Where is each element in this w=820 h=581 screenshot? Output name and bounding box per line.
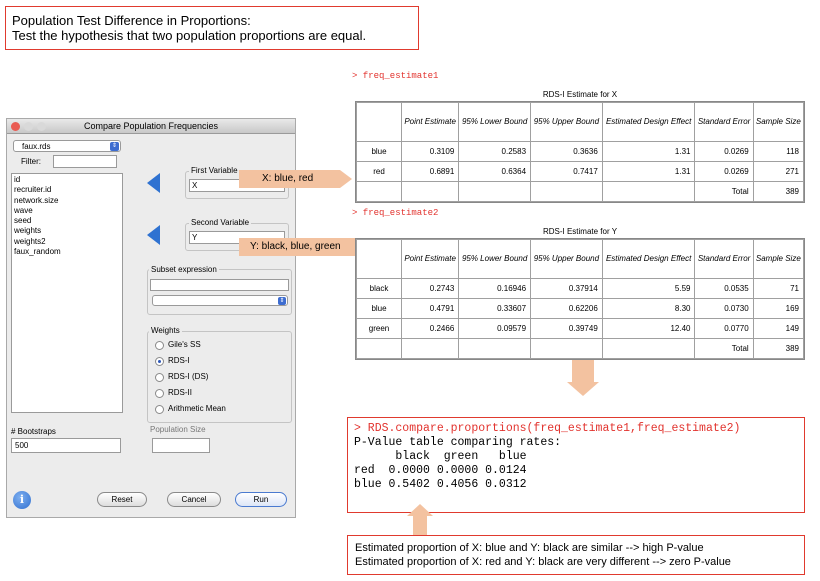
bootstraps-input[interactable]: 500: [11, 438, 121, 453]
description-line-2: Test the hypothesis that two population proportions are equal.: [12, 28, 367, 43]
column-header: Sample Size: [753, 103, 803, 142]
table2: [355, 238, 805, 360]
row-label: green: [357, 319, 402, 339]
table1: [355, 101, 805, 203]
table-cell: [459, 339, 531, 359]
close-window-button[interactable]: [11, 122, 20, 131]
filter-label: Filter:: [21, 157, 41, 166]
cancel-button[interactable]: Cancel: [167, 492, 221, 507]
output-row-red: red 0.0000 0.0000 0.0124: [354, 464, 527, 477]
table-cell: 0.2583: [459, 142, 531, 162]
subset-label: Subset expression: [151, 265, 217, 274]
table-row: [357, 162, 804, 182]
weights-radio-1[interactable]: [155, 357, 164, 366]
population-size-label: Population Size: [150, 425, 206, 434]
table-cell: 0.2743: [402, 279, 459, 299]
table-row: [357, 299, 804, 319]
table-cell: 0.7417: [531, 162, 603, 182]
select-arrows-icon: ⇕: [111, 143, 118, 149]
table-cell: Total: [695, 182, 753, 202]
table-cell: 5.59: [602, 279, 695, 299]
first-variable-input[interactable]: X: [189, 179, 285, 192]
row-label: [357, 182, 402, 202]
output-heading: P-Value table comparing rates:: [354, 436, 562, 449]
table-cell: 0.62206: [531, 299, 603, 319]
table-cell: 0.6364: [459, 162, 531, 182]
variable-list-item[interactable]: seed: [14, 216, 32, 226]
weights-radio-label: Gile's SS: [168, 340, 201, 349]
weights-radio-label: RDS-II: [168, 388, 192, 397]
zoom-window-button[interactable]: [37, 122, 46, 131]
table2-caption: RDS-I Estimate for Y: [542, 227, 618, 236]
column-header: Point Estimate: [402, 103, 459, 142]
move-to-first-variable-arrow-icon[interactable]: [147, 173, 160, 193]
up-arrowhead-icon: [407, 504, 433, 516]
table-header-row: [357, 103, 804, 142]
first-variable-label: First Variable: [191, 166, 238, 175]
table-row: [357, 339, 804, 359]
table-cell: 0.0770: [695, 319, 753, 339]
weights-label: Weights: [151, 326, 180, 335]
row-label: blue: [357, 299, 402, 319]
run-button[interactable]: Run: [235, 492, 287, 507]
second-variable-label: Second Variable: [191, 218, 250, 227]
column-header: 95% Upper Bound: [531, 240, 603, 279]
freq-estimate1-prompt: > freq_estimate1: [352, 71, 439, 81]
table-cell: [459, 182, 531, 202]
weights-radio-label: RDS-I: [168, 356, 190, 365]
table-cell: 0.0535: [695, 279, 753, 299]
table-cell: [402, 182, 459, 202]
weights-radio-3[interactable]: [155, 389, 164, 398]
population-size-input[interactable]: [152, 438, 210, 453]
column-header: Point Estimate: [402, 240, 459, 279]
output-row-blue: blue 0.5402 0.4056 0.0312: [354, 478, 527, 491]
table-cell: 0.6891: [402, 162, 459, 182]
row-label: red: [357, 162, 402, 182]
column-header: Standard Error: [695, 103, 753, 142]
table-cell: 0.09579: [459, 319, 531, 339]
interpretation-note: [347, 535, 805, 575]
note-line-1: Estimated proportion of X: blue and Y: black are similar --> high P-value: [355, 542, 704, 554]
table-cell: [531, 182, 603, 202]
column-header: Standard Error: [695, 240, 753, 279]
variable-list[interactable]: [11, 173, 123, 413]
output-col-header: black green blue: [354, 450, 527, 463]
corner-cell: [357, 240, 402, 279]
dataset-select[interactable]: [13, 140, 121, 152]
table-cell: 0.0269: [695, 142, 753, 162]
up-arrow-body: [413, 516, 427, 535]
column-header: 95% Lower Bound: [459, 103, 531, 142]
note-line-2: Estimated proportion of X: red and Y: black are very different --> zero P-value: [355, 556, 731, 568]
minimize-window-button[interactable]: [24, 122, 33, 131]
subset-input[interactable]: [150, 279, 289, 291]
weights-radio-2[interactable]: [155, 373, 164, 382]
variable-list-item[interactable]: network.size: [14, 195, 59, 205]
table-cell: 71: [753, 279, 803, 299]
filter-input[interactable]: [53, 155, 117, 168]
x-annotation-arrowhead-icon: [340, 170, 352, 188]
table-cell: 0.0730: [695, 299, 753, 319]
table-cell: 389: [753, 339, 803, 359]
weights-radio-4[interactable]: [155, 405, 164, 414]
column-header: Estimated Design Effect: [602, 103, 695, 142]
subset-group: [147, 269, 292, 315]
variable-list-item[interactable]: weights2: [14, 236, 46, 246]
table-cell: 1.31: [602, 142, 695, 162]
variable-list-item[interactable]: recruiter.id: [14, 185, 52, 195]
weights-radio-label: Arithmetic Mean: [168, 404, 226, 413]
column-header: Sample Size: [753, 240, 803, 279]
down-arrow-body: [572, 360, 594, 382]
weights-radio-0[interactable]: [155, 341, 164, 350]
column-header: 95% Upper Bound: [531, 103, 603, 142]
y-annotation-label: Y: black, blue, green: [250, 241, 341, 252]
variable-list-item[interactable]: faux_random: [14, 247, 61, 257]
row-label: blue: [357, 142, 402, 162]
bootstraps-label: # Bootstraps: [11, 427, 56, 436]
move-to-second-variable-arrow-icon[interactable]: [147, 225, 160, 245]
down-arrowhead-icon: [567, 382, 599, 396]
r-command: > RDS.compare.proportions(freq_estimate1,freq_estimate2): [354, 422, 741, 435]
table-cell: 149: [753, 319, 803, 339]
window-title: Compare Population Frequencies: [83, 121, 219, 131]
table-cell: 169: [753, 299, 803, 319]
table-cell: 1.31: [602, 162, 695, 182]
table-row: [357, 279, 804, 299]
table-cell: 0.2466: [402, 319, 459, 339]
table-cell: 0.4791: [402, 299, 459, 319]
x-annotation-label: X: blue, red: [262, 173, 314, 184]
weights-radio-label: RDS-I (DS): [168, 372, 209, 381]
table-cell: [402, 339, 459, 359]
variable-list-item[interactable]: id: [14, 175, 21, 184]
table-cell: [602, 182, 695, 202]
table-cell: 0.39749: [531, 319, 603, 339]
table-cell: 8.30: [602, 299, 695, 319]
table-cell: Total: [695, 339, 753, 359]
table-row: [357, 182, 804, 202]
table-cell: [531, 339, 603, 359]
table-cell: [602, 339, 695, 359]
reset-button[interactable]: Reset: [97, 492, 147, 507]
row-label: [357, 339, 402, 359]
variable-list-item[interactable]: wave: [14, 205, 33, 215]
subset-dropdown[interactable]: [152, 295, 288, 306]
table-cell: 389: [753, 182, 803, 202]
table-cell: 0.3109: [402, 142, 459, 162]
variable-list-item[interactable]: weights: [14, 226, 42, 236]
table-row: [357, 319, 804, 339]
info-icon[interactable]: i: [13, 491, 31, 509]
dropdown-arrows-icon: ⇕: [279, 298, 285, 304]
table-cell: 0.16946: [459, 279, 531, 299]
second-variable-input[interactable]: Y: [189, 231, 285, 244]
freq-estimate2-prompt: > freq_estimate2: [352, 208, 439, 218]
table-cell: 0.33607: [459, 299, 531, 319]
description-box: [5, 6, 419, 50]
table-header-row: [357, 240, 804, 279]
window-titlebar: [7, 119, 295, 134]
table-cell: 271: [753, 162, 803, 182]
row-label: black: [357, 279, 402, 299]
table1-caption: RDS-I Estimate for X: [542, 90, 618, 99]
description-line-1: Population Test Difference in Proportions:: [12, 13, 251, 28]
column-header: Estimated Design Effect: [602, 240, 695, 279]
table-cell: 118: [753, 142, 803, 162]
table-row: [357, 142, 804, 162]
column-header: 95% Lower Bound: [459, 240, 531, 279]
dataset-select-value: faux.rds: [22, 142, 51, 151]
table-cell: 0.37914: [531, 279, 603, 299]
corner-cell: [357, 103, 402, 142]
table-cell: 0.3636: [531, 142, 603, 162]
r-output-box: [347, 417, 805, 513]
table-cell: 12.40: [602, 319, 695, 339]
table-cell: 0.0269: [695, 162, 753, 182]
